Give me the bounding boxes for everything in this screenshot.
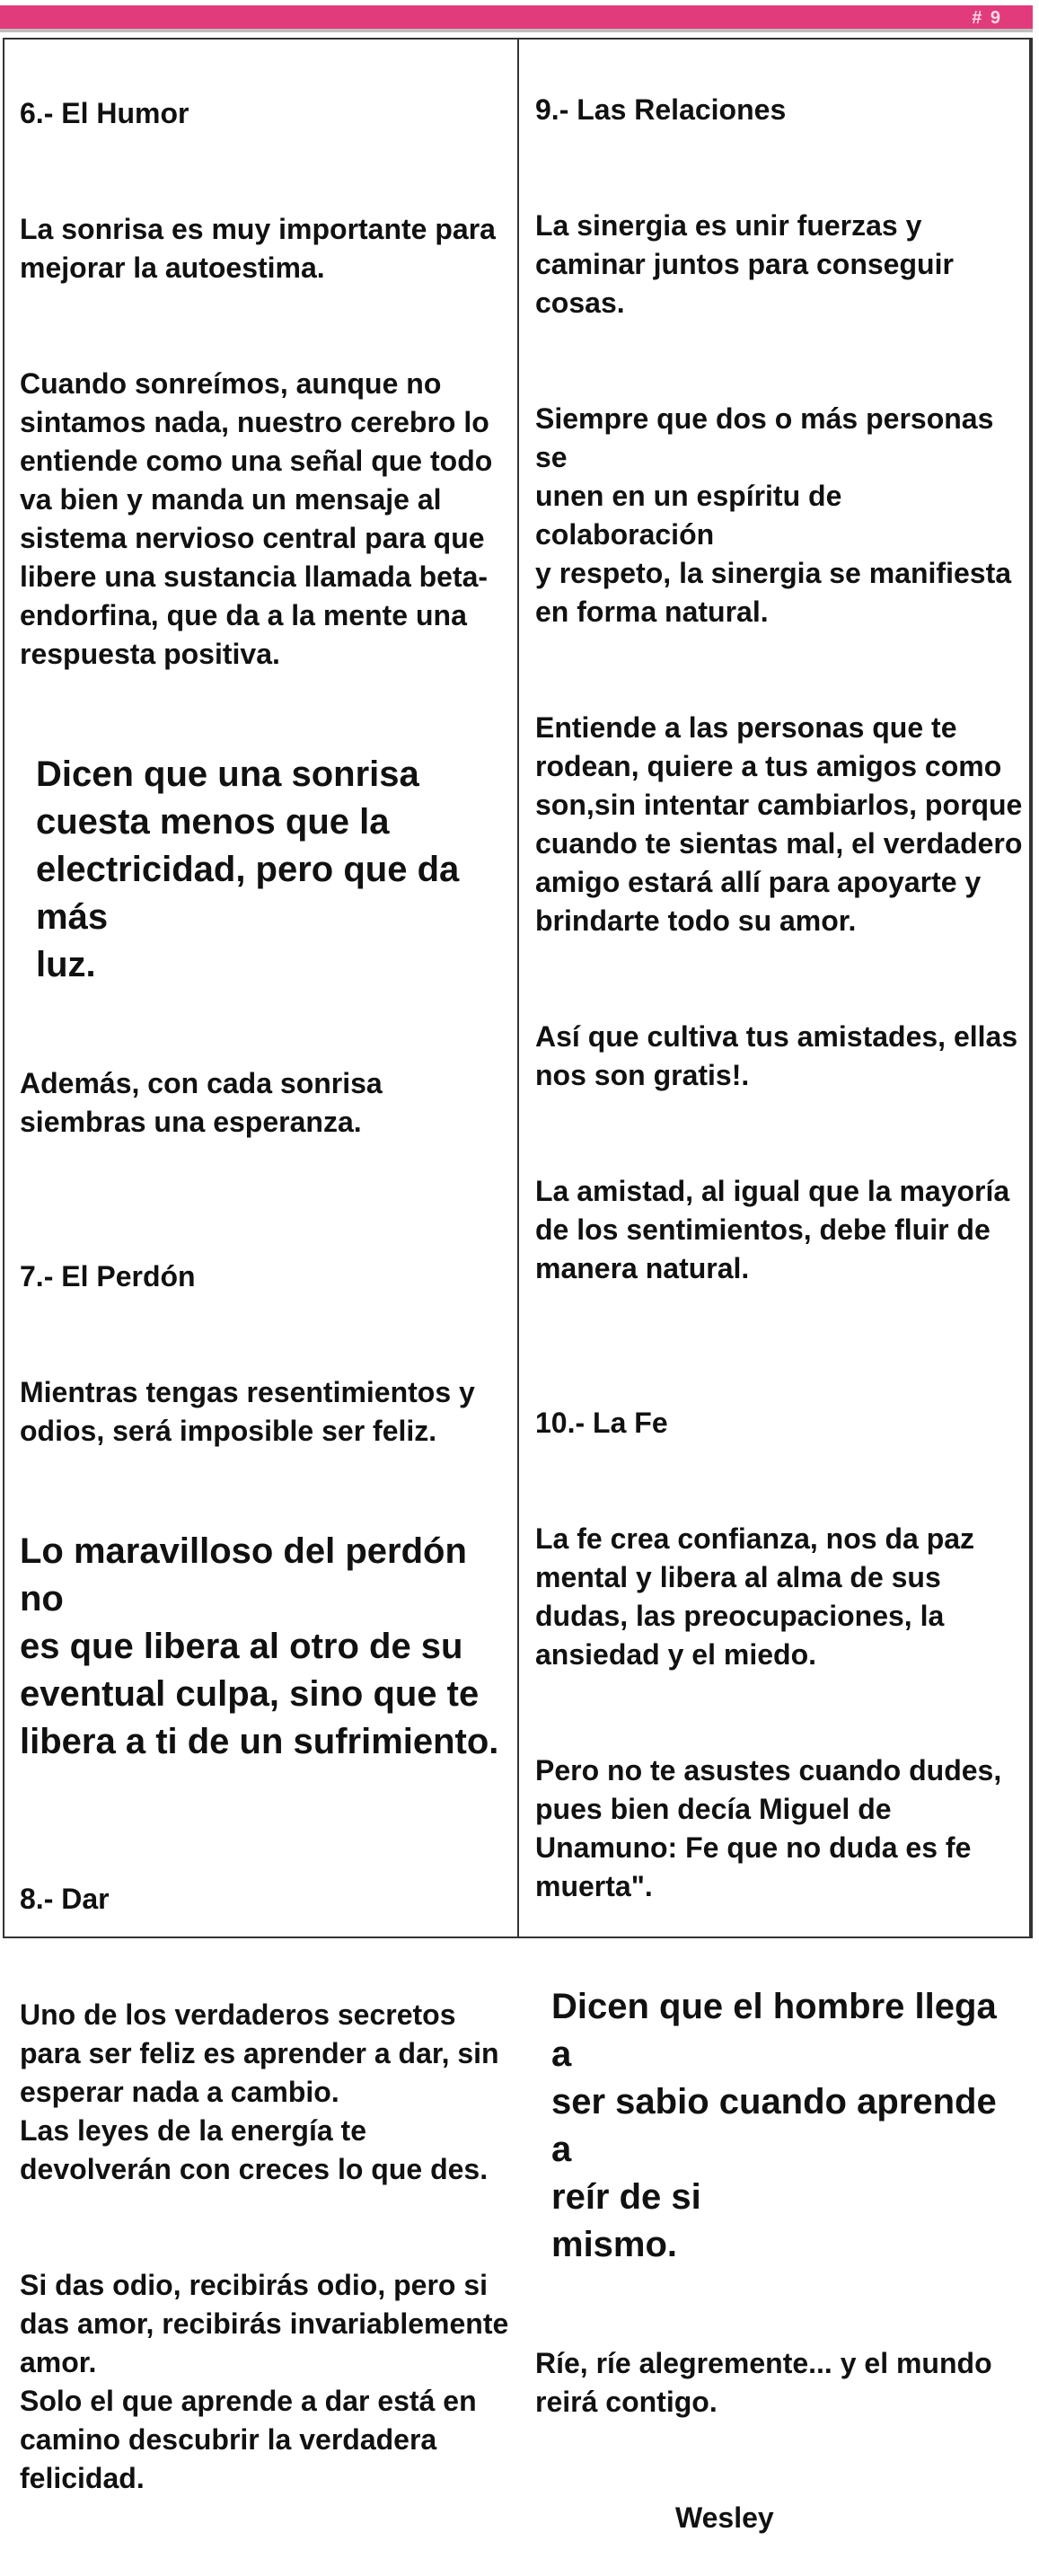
top-accent-bar <box>0 5 1033 32</box>
dar-paragraph-2: Si das odio, recibirás odio, pero si das amor, recibirás invariablemente amor. Solo el que aprende a dar está en camino descubrir la verdadera felicidad. <box>20 2269 509 2494</box>
fe-paragraph-2: Pero no te asustes cuando dudes, pues bien decía Miguel de Unamuno: Fe que no duda es fe muerta". <box>535 1754 1002 1902</box>
section-heading-fe: 10.- La Fe <box>535 1407 668 1439</box>
humor-paragraph-3: Además, con cada sonrisa siembras una esperanza. <box>20 1067 383 1138</box>
dar-paragraph-1: Uno de los verdaderos secretos para ser feliz es aprender a dar, sin esperar nada a cambio. Las leyes de la energía te devolverán con creces lo que des. <box>20 1998 499 2185</box>
relaciones-paragraph-4: Así que cultiva tus amistades, ellas nos son gratis!. <box>535 1020 1018 1091</box>
perdon-paragraph-1: Mientras tengas resentimientos y odios, será imposible ser feliz. <box>20 1376 475 1447</box>
section-heading-perdon: 7.- El Perdón <box>20 1260 196 1292</box>
humor-paragraph-2: Cuando sonreímos, aunque no sintamos nada, nuestro cerebro lo entiende como una señal que todo va bien y manda un mensaje al sistema nervioso central para que libere una sustancia llamada beta- endorfina, que da a la mente una respuesta positiva. <box>20 367 493 670</box>
section-heading-humor: 6.- El Humor <box>20 97 189 129</box>
page-number: # 9 <box>972 8 1002 28</box>
humor-paragraph-1: La sonrisa es muy importante para mejorar la autoestima. <box>20 213 496 284</box>
fe-paragraph-1: La fe crea confianza, nos da paz mental y libera al alma de sus dudas, las preocupaciones, la ansiedad y el miedo. <box>535 1522 975 1671</box>
section-heading-relaciones: 9.- Las Relaciones <box>535 93 787 126</box>
humor-quote: Dicen que una sonrisa cuesta menos que la electricidad, pero que da más luz. <box>36 754 460 984</box>
relaciones-paragraph-1: La sinergia es unir fuerzas y caminar juntos para conseguir cosas. <box>535 209 954 319</box>
fe-quote: Dicen que el hombre llega a ser sabio cuando aprende a reír de si mismo. <box>551 1987 997 2264</box>
section-heading-dar: 8.- Dar <box>20 1883 110 1915</box>
right-column <box>535 38 1025 2576</box>
fe-paragraph-3: Ríe, ríe alegremente... y el mundo reirá contigo. <box>535 2347 992 2418</box>
relaciones-paragraph-3: Entiende a las personas que te rodean, quiere a tus amigos como son,sin intentar cambiarlos, porque cuando te sientas mal, el verdadero amigo estará allí para apoyarte y brindarte todo su amor. <box>535 711 1023 937</box>
left-column <box>20 38 509 2575</box>
relaciones-paragraph-5: La amistad, al igual que la mayoría de los sentimientos, debe fluir de manera natural. <box>535 1175 1010 1284</box>
signature: Wesley <box>675 2501 774 2534</box>
perdon-quote: Lo maravilloso del perdón no es que libera al otro de su eventual culpa, sino que te libera a ti de un sufrimiento. <box>20 1531 499 1761</box>
column-divider <box>517 38 519 1938</box>
relaciones-paragraph-2: Siempre que dos o más personas se unen en un espíritu de colaboración y respeto, la sinergia se manifiesta en forma natural. <box>535 402 1012 628</box>
